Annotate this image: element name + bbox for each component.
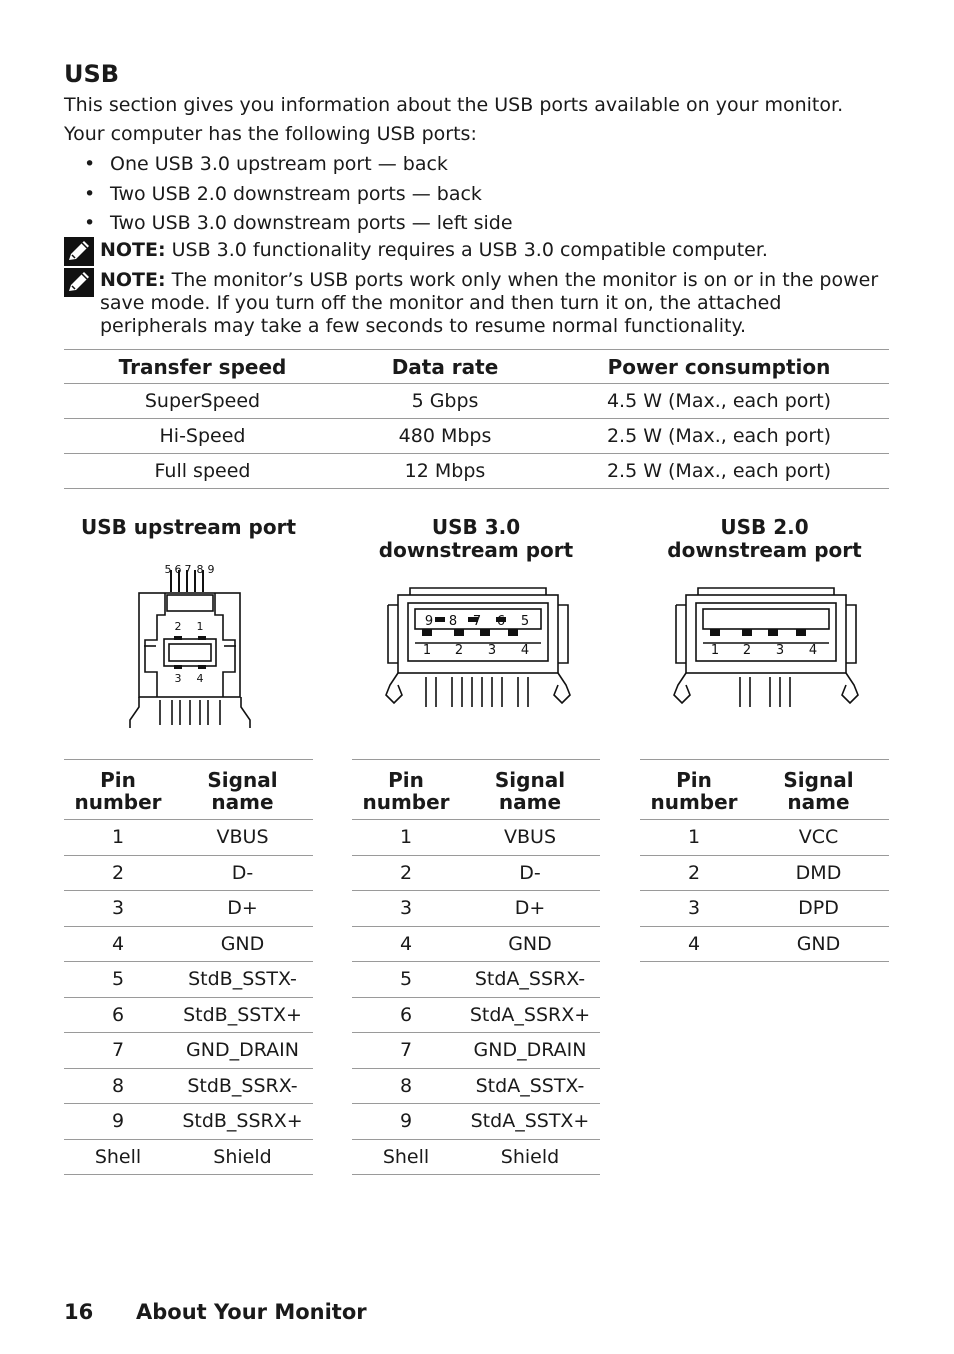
signal-name-cell: StdA_SSTX- <box>460 1068 600 1104</box>
pin-number-cell: 1 <box>352 820 460 856</box>
table-row <box>64 997 313 1033</box>
intro-text: This section gives you information about the USB ports available on your monitor. <box>64 94 844 116</box>
signal-name-cell: D- <box>172 855 313 891</box>
table-row <box>352 891 600 927</box>
signal-name-cell: StdA_SSTX+ <box>460 1104 600 1140</box>
pin-number-cell: 6 <box>352 997 460 1033</box>
pin-number-header <box>640 760 748 820</box>
heading-line: USB 2.0 <box>720 515 809 539</box>
pin-number-cell: 3 <box>352 891 460 927</box>
table-row <box>352 1068 600 1104</box>
pin-label: 8 <box>196 563 204 576</box>
table-row <box>640 820 889 856</box>
pin-label: 1 <box>196 620 204 633</box>
signal-name-cell: StdB_SSTX+ <box>172 997 313 1033</box>
list-item <box>64 209 513 239</box>
bullet-dot: • <box>84 212 96 234</box>
pin-table-body <box>640 820 889 962</box>
table-cell: 5 Gbps <box>341 384 549 419</box>
header-line: Signal <box>207 768 278 792</box>
signal-name-cell: StdB_SSRX- <box>172 1068 313 1104</box>
table-cell: 4.5 W (Max., each port) <box>549 384 889 419</box>
pin-number-cell: 3 <box>64 891 172 927</box>
signal-name-cell: StdB_SSRX+ <box>172 1104 313 1140</box>
list-item <box>64 180 513 210</box>
pin-label: 9 <box>207 563 215 576</box>
pin-number-cell: 2 <box>64 855 172 891</box>
list-item-text: Two USB 2.0 downstream ports — back <box>110 182 482 205</box>
pin-label: 2 <box>454 643 464 658</box>
bullet-dot: • <box>84 153 96 175</box>
lead-text: Your computer has the following USB ports: <box>64 123 477 145</box>
note-1 <box>64 237 894 267</box>
list-item-text: One USB 3.0 upstream port — back <box>110 153 448 175</box>
pin-label: 7 <box>184 563 192 576</box>
signal-name-cell: GND <box>748 926 889 962</box>
pin-number-cell: 4 <box>352 926 460 962</box>
header-line: name <box>787 790 850 814</box>
pin-number-header <box>64 760 172 820</box>
pin-number-cell: 5 <box>64 962 172 998</box>
list-item-text: Two USB 3.0 downstream ports — left side <box>110 212 513 234</box>
note-body: USB 3.0 functionality requires a USB 3.0 compatible computer. <box>165 239 768 261</box>
note-body: The monitor’s USB ports work only when the monitor is on or in the power save mode. If you turn off the monitor and then turn it on, the attached peripherals may take a few seconds to resume normal functionality. <box>100 269 879 337</box>
signal-name-cell: VCC <box>748 820 889 856</box>
pin-label: 6 <box>496 614 506 629</box>
table-row <box>64 1068 313 1104</box>
pin-label: 4 <box>520 643 530 658</box>
pin-number-cell: 1 <box>64 820 172 856</box>
table-row <box>352 926 600 962</box>
heading-line: USB 3.0 <box>431 515 521 539</box>
table-cell: SuperSpeed <box>64 384 341 419</box>
signal-name-cell: VBUS <box>460 820 600 856</box>
pin-number-cell: 9 <box>64 1104 172 1140</box>
table-cell: 12 Mbps <box>341 454 549 489</box>
pin-number-cell: 3 <box>640 891 748 927</box>
signal-name-cell: GND_DRAIN <box>172 1033 313 1069</box>
signal-name-cell: VBUS <box>172 820 313 856</box>
table-row <box>352 1104 600 1140</box>
table-cell: Hi-Speed <box>64 419 341 454</box>
table-row <box>64 926 313 962</box>
transfer-speed-table <box>64 349 889 489</box>
pin-number-cell: 7 <box>64 1033 172 1069</box>
usb3-downstream-connector-diagram <box>380 585 576 720</box>
column-header: Power consumption <box>549 350 889 384</box>
table-row <box>64 454 889 489</box>
column-header: Transfer speed <box>64 350 341 384</box>
list-item <box>64 150 513 180</box>
pin-number-cell: 2 <box>640 855 748 891</box>
signal-name-cell: GND_DRAIN <box>460 1033 600 1069</box>
pin-number-cell: 5 <box>352 962 460 998</box>
table-row <box>352 962 600 998</box>
signal-name-header <box>172 760 313 820</box>
table-cell: 480 Mbps <box>341 419 549 454</box>
pin-number-cell: Shell <box>64 1139 172 1175</box>
usb3-downstream-heading <box>352 516 600 562</box>
table-cell: 2.5 W (Max., each port) <box>549 454 889 489</box>
signal-name-cell: GND <box>172 926 313 962</box>
table-row <box>64 891 313 927</box>
pin-number-cell: 8 <box>64 1068 172 1104</box>
bullet-dot: • <box>84 182 96 205</box>
signal-name-cell: StdA_SSRX+ <box>460 997 600 1033</box>
usb2-downstream-heading <box>640 516 889 562</box>
header-line: Pin <box>676 768 712 792</box>
pin-label: 5 <box>520 614 530 629</box>
header-line: number <box>650 790 738 814</box>
note-text <box>100 239 894 262</box>
pin-label: 6 <box>174 563 182 576</box>
pin-label: 4 <box>196 672 204 685</box>
table-row <box>352 997 600 1033</box>
pin-label: 7 <box>472 614 482 629</box>
signal-name-cell: D+ <box>172 891 313 927</box>
header-line: Signal <box>494 768 566 792</box>
table-row <box>352 820 600 856</box>
pin-label: 9 <box>424 614 434 629</box>
pin-number-cell: 9 <box>352 1104 460 1140</box>
signal-name-cell: StdA_SSRX- <box>460 962 600 998</box>
signal-name-cell: StdB_SSTX- <box>172 962 313 998</box>
usb-port-list <box>64 150 513 239</box>
pin-label: 1 <box>710 643 720 658</box>
signal-name-cell: Shield <box>172 1139 313 1175</box>
table-row <box>64 419 889 454</box>
table-row <box>640 926 889 962</box>
table-cell: Full speed <box>64 454 341 489</box>
usb2-downstream-connector-diagram <box>668 585 864 720</box>
note-text <box>100 269 894 338</box>
pin-label: 3 <box>487 643 497 658</box>
pin-number-cell: 2 <box>352 855 460 891</box>
table-row <box>64 855 313 891</box>
note-pencil-icon <box>64 268 94 297</box>
note-label: NOTE: <box>100 269 166 291</box>
pin-number-cell: Shell <box>352 1139 460 1175</box>
header-line: number <box>362 790 450 814</box>
pin-number-cell: 6 <box>64 997 172 1033</box>
pin-number-cell: 4 <box>64 926 172 962</box>
table-row <box>352 1033 600 1069</box>
pin-label: 2 <box>174 620 182 633</box>
pin-label: 4 <box>808 643 818 658</box>
pin-number-cell: 7 <box>352 1033 460 1069</box>
page-number: 16 <box>64 1300 94 1324</box>
pin-number-cell: 1 <box>640 820 748 856</box>
signal-name-cell: GND <box>460 926 600 962</box>
header-line: Signal <box>783 768 854 792</box>
table-row <box>64 1033 313 1069</box>
header-line: name <box>211 790 274 814</box>
pin-label: 5 <box>164 563 172 576</box>
pin-label: 8 <box>448 614 458 629</box>
heading-line: downstream port <box>378 538 574 562</box>
signal-name-cell: Shield <box>460 1139 600 1175</box>
pin-label: 2 <box>742 643 752 658</box>
section-title: USB <box>64 60 120 88</box>
table-row <box>640 855 889 891</box>
signal-name-cell: D+ <box>460 891 600 927</box>
table-cell: 2.5 W (Max., each port) <box>549 419 889 454</box>
pin-number-header <box>352 760 460 820</box>
chapter-title: About Your Monitor <box>136 1300 367 1324</box>
header-line: number <box>74 790 162 814</box>
table-row <box>64 962 313 998</box>
upstream-port-heading: USB upstream port <box>80 515 297 539</box>
table-row <box>64 820 313 856</box>
column-header: Data rate <box>341 350 549 384</box>
table-row <box>352 855 600 891</box>
note-label: NOTE: <box>100 239 166 261</box>
table-row <box>64 1139 313 1175</box>
note-pencil-icon <box>64 237 94 266</box>
pin-table-body <box>64 820 313 1175</box>
usb2-downstream-pin-table <box>640 759 889 962</box>
pin-label: 3 <box>174 672 182 685</box>
signal-name-header <box>748 760 889 820</box>
usb-upstream-connector-diagram <box>120 560 260 735</box>
header-line: name <box>498 790 562 814</box>
header-line: Pin <box>100 768 136 792</box>
pin-label: 1 <box>422 643 432 658</box>
pin-table-body <box>352 820 600 1175</box>
pin-number-cell: 4 <box>640 926 748 962</box>
table-row <box>64 1104 313 1140</box>
note-2 <box>64 268 894 340</box>
heading-line: downstream port <box>667 538 862 562</box>
signal-name-header <box>460 760 600 820</box>
upstream-pin-table <box>64 759 313 1175</box>
usb3-downstream-pin-table <box>352 759 600 1175</box>
table-row <box>64 384 889 419</box>
table-row <box>640 891 889 927</box>
header-line: Pin <box>388 768 424 792</box>
table-row <box>352 1139 600 1175</box>
signal-name-cell: D- <box>460 855 600 891</box>
signal-name-cell: DMD <box>748 855 889 891</box>
signal-name-cell: DPD <box>748 891 889 927</box>
pin-label: 3 <box>775 643 785 658</box>
pin-number-cell: 8 <box>352 1068 460 1104</box>
